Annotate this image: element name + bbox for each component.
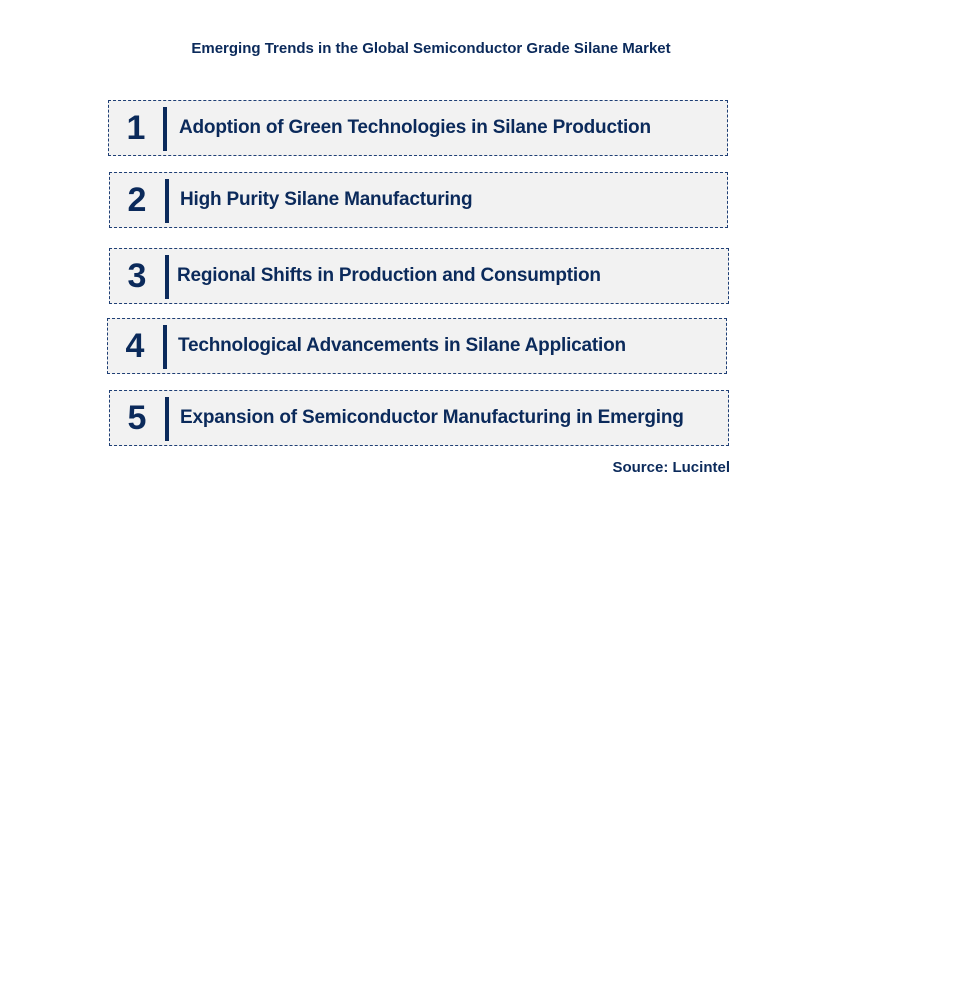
trend-item-4 <box>107 318 727 374</box>
trend-number: 5 <box>127 398 147 437</box>
trend-label: Adoption of Green Technologies in Silane Production <box>179 117 651 138</box>
trend-item-2 <box>109 172 728 228</box>
diagram-title: Emerging Trends in the Global Semiconductor Grade Silane Market <box>191 40 671 57</box>
trend-divider <box>163 107 167 151</box>
trend-item-5 <box>109 390 729 446</box>
trend-divider <box>163 325 167 369</box>
trend-number: 3 <box>127 256 147 295</box>
trend-number: 2 <box>127 180 147 219</box>
trend-divider <box>165 255 169 299</box>
trend-divider <box>165 179 169 223</box>
trend-number: 4 <box>125 326 145 365</box>
trend-label: Expansion of Semiconductor Manufacturing in Emerging <box>180 407 684 428</box>
source-note: Source: Lucintel <box>612 459 730 476</box>
trend-label: High Purity Silane Manufacturing <box>180 189 473 210</box>
trend-item-1 <box>108 100 728 156</box>
trend-divider <box>165 397 169 441</box>
trend-item-3 <box>109 248 729 304</box>
trend-number: 1 <box>126 108 146 147</box>
trend-label: Technological Advancements in Silane Application <box>178 335 626 356</box>
trend-label: Regional Shifts in Production and Consumption <box>177 265 601 286</box>
